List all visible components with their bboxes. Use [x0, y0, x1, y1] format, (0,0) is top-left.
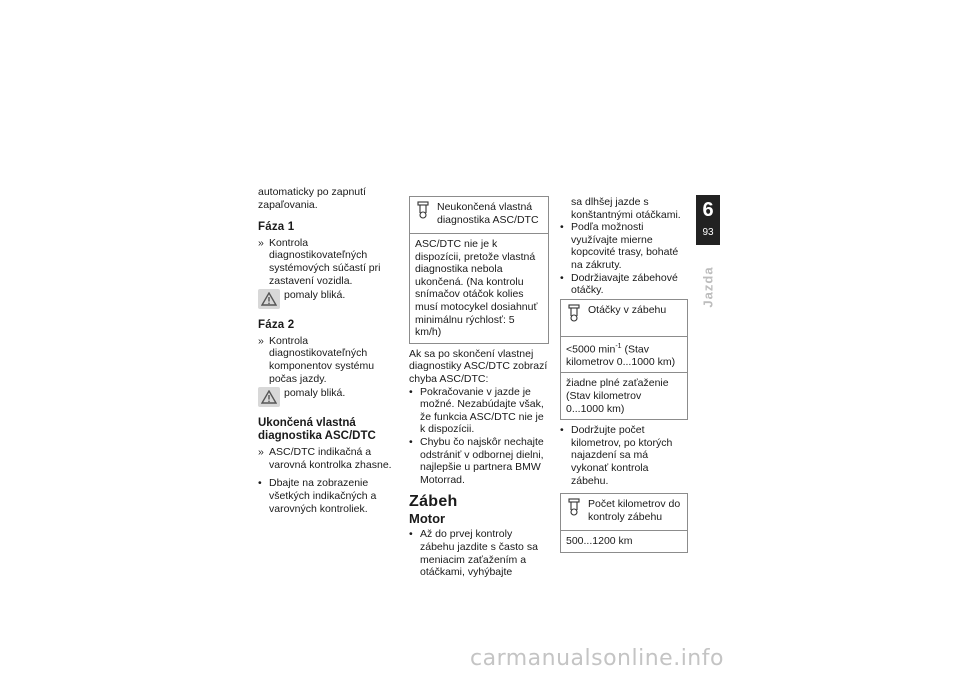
- break-in-rpm-bullet: [560, 272, 688, 297]
- warning-lights-bullet: [258, 477, 396, 515]
- winding-roads-bullet: [560, 221, 688, 271]
- arrow-marker: »: [258, 334, 264, 347]
- warning-triangle-icon: [258, 289, 280, 309]
- phase-1-note: [258, 289, 396, 309]
- arrow-marker: »: [258, 446, 264, 459]
- info-box-break-in-check: [560, 493, 688, 553]
- subsection-heading-engine: Motor: [409, 510, 446, 526]
- bullet-marker: •: [409, 528, 413, 541]
- continued-text: sa dlhšej jazde s konštantnými otáčkami.: [571, 196, 681, 221]
- break-in-rpm-text: Dodržiavajte zábehové otáčky.: [571, 271, 678, 297]
- workshop-text: Chybu čo najskôr nechajte odstrániť v odbornej dielni, najlepšie u partnera BMW Motorrad.: [420, 435, 544, 486]
- winding-roads-text: Podľa možnosti využívajte mierne kopcovité trasy, bohaté na zákruty.: [571, 221, 679, 271]
- info-box-title: Neukončená vlastná diagnostika ASC/DTC: [437, 201, 539, 226]
- phase-1-text: Kontrola diagnostikovateľných systémových súčastí pri zastavení vozidla.: [269, 236, 381, 287]
- chapter-number: 6: [702, 199, 714, 221]
- info-box-body: ASC/DTC nie je k dispozícii, pretože vlastná diagnostika nebola ukončená. (Na kontrolu snímačov otáčok kolies musí motocykel dosiahnuť minimálnu rýchlosť: 5 km/h): [410, 233, 548, 343]
- bullet-marker: •: [560, 271, 564, 284]
- phase-2-item: [258, 335, 396, 385]
- arrow-marker: »: [258, 236, 264, 249]
- bullet-marker: •: [560, 424, 564, 437]
- phase-2-note-text: pomaly bliká.: [284, 387, 346, 400]
- chapter-side-label: [697, 252, 719, 322]
- rpm-limit-row: [561, 336, 687, 373]
- watermark: carmanualsonline.info: [470, 646, 724, 671]
- info-box-title: Počet kilometrov do kontroly zábehu: [588, 498, 681, 523]
- phase-1-item: [258, 237, 396, 287]
- varying-load-text: Až do prvej kontroly zábehu jazdite s často sa meniacim zaťažením a otáčkami, vyhýbajte: [420, 528, 538, 579]
- mileage-text: Dodržujte počet kilometrov, po ktorých najazdení sa má vykonať kontrola zábehu.: [571, 424, 673, 487]
- motorcycle-fork-icon: [415, 201, 431, 221]
- check-mileage-row: 500...1200 km: [561, 530, 687, 552]
- info-box-break-in-rpm: [560, 299, 688, 420]
- chapter-title: Jazda: [700, 266, 716, 308]
- diagnosis-complete-heading: Ukončená vlastná diagnostika ASC/DTC: [258, 417, 376, 443]
- bullet-marker: •: [409, 385, 413, 398]
- workshop-bullet: [409, 436, 549, 486]
- info-box-incomplete-diagnosis: [409, 196, 549, 344]
- continue-riding-text: Pokračovanie v jazde je možné. Nezabúdajte však, že funkcia ASC/DTC nie je k dispozícii.: [420, 385, 544, 436]
- info-box-title: Otáčky v zábehu: [588, 303, 667, 316]
- page-number: 93: [702, 227, 714, 238]
- rpm-limit-range: (Stav kilometrov 0...1000 km): [566, 343, 676, 368]
- bullet-marker: •: [560, 221, 564, 234]
- column-2: [409, 196, 549, 579]
- chapter-tab: [696, 195, 720, 245]
- phase-1-heading: Fáza 1: [258, 221, 295, 234]
- warning-triangle-icon: [258, 387, 280, 407]
- rpm-limit-value: <5000 min: [566, 343, 616, 356]
- diagnosis-complete-item: [258, 446, 396, 471]
- no-full-load-row: žiadne plné zaťaženie (Stav kilometrov 0...1000 km): [561, 372, 687, 419]
- column-1: [258, 186, 396, 515]
- intro-text: automaticky po zapnutí zapaľovania.: [258, 186, 366, 211]
- motorcycle-fork-icon: [566, 498, 582, 518]
- column-3: [560, 196, 688, 557]
- motorcycle-fork-icon: [566, 304, 582, 324]
- mileage-bullet: [560, 424, 688, 487]
- phase-2-heading: Fáza 2: [258, 319, 295, 332]
- diagnosis-complete-text: ASC/DTC indikačná a varovná kontrolka zhasne.: [269, 446, 392, 471]
- phase-2-text: Kontrola diagnostikovateľných komponentov systému počas jazdy.: [269, 334, 375, 385]
- varying-load-bullet: [409, 528, 549, 578]
- error-intro-text: Ak sa po skončení vlastnej diagnostiky ASC/DTC zobrazí chyba ASC/DTC:: [409, 347, 548, 385]
- phase-2-note: [258, 387, 396, 407]
- bullet-marker: •: [258, 477, 262, 490]
- continue-riding-bullet: [409, 386, 549, 436]
- section-heading-break-in: Zábeh: [409, 493, 458, 511]
- rpm-unit-exponent: -1: [615, 342, 622, 350]
- warning-lights-text: Dbajte na zobrazenie všetkých indikačných a varovných kontroliek.: [269, 477, 377, 515]
- bullet-marker: •: [409, 435, 413, 448]
- phase-1-note-text: pomaly bliká.: [284, 289, 346, 302]
